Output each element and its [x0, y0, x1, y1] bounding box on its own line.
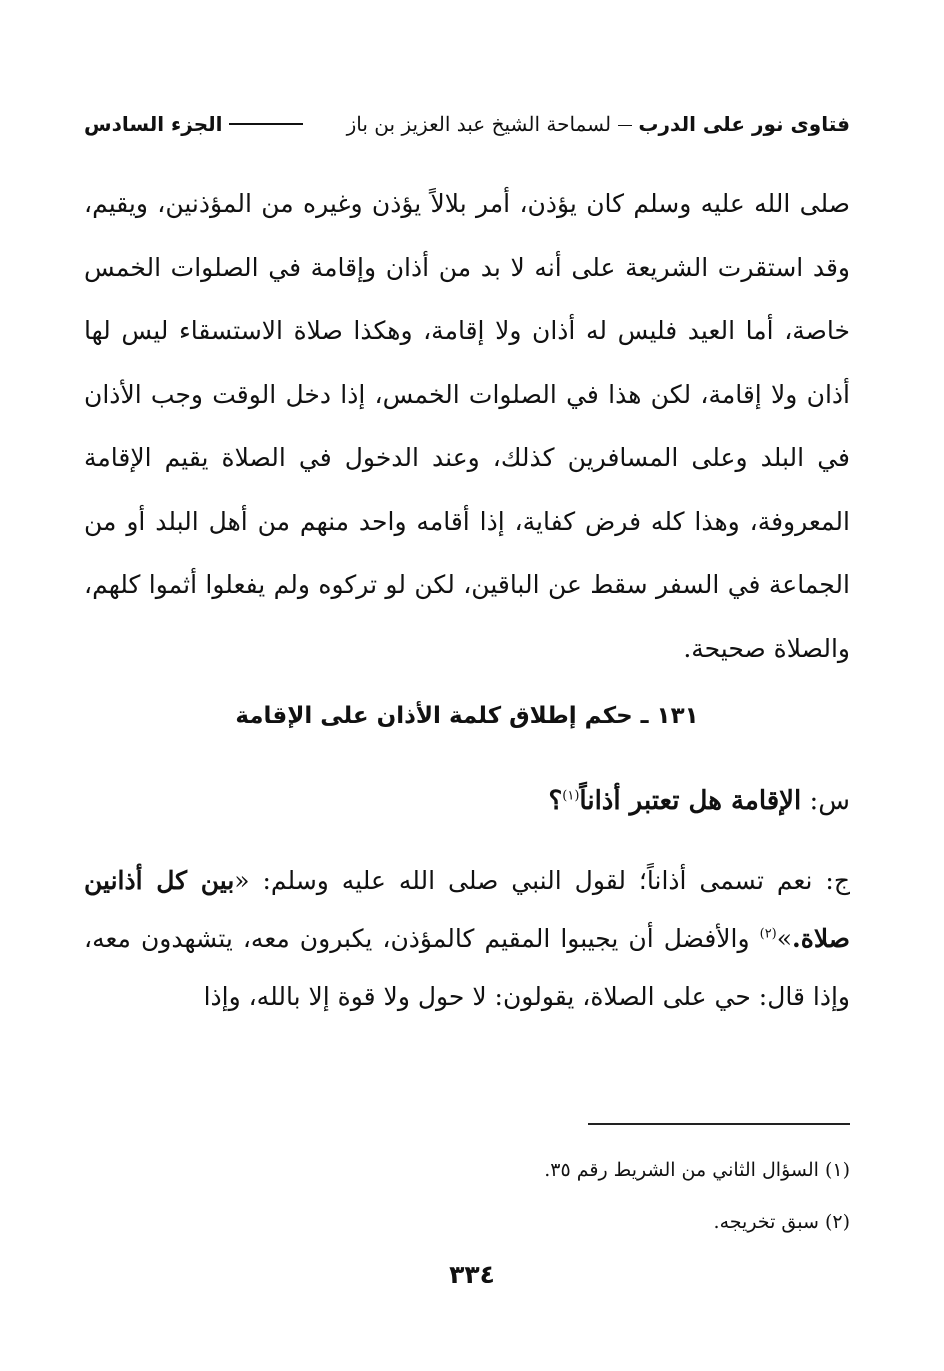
footnotes — [84, 1144, 850, 1248]
footnote-ref-2[interactable]: (٢) — [759, 926, 777, 942]
footnote-divider — [588, 1123, 850, 1125]
header-title-group — [347, 112, 850, 136]
volume-label: الجزء السادس — [84, 112, 223, 136]
question-prefix: س: — [801, 786, 850, 816]
footnote-2: (٢) سبق تخريجه. — [713, 1211, 850, 1233]
question-mark: ؟ — [548, 786, 563, 816]
running-header — [84, 104, 850, 144]
hadith-quote: بين كل أذانين صلاة. — [84, 866, 850, 953]
answer-prefix: ج: نعم تسمى أذاناً؛ لقول النبي صلى الله عليه وسلم: « — [234, 866, 850, 895]
body-paragraph: صلى الله عليه وسلم كان يؤذن، أمر بلالاً يؤذن وغيره من المؤذنين، ويقيم، وقد استقرت الشريعة على أنه لا بد من أذان وإقامة في الصلوات الخمس خاصة، أما العيد فليس له أذان ولا إقامة، وهكذا صلاة الاستسقاء ليس لها أذان ولا إقامة، لكن هذا في الصلوات الخمس، إذا دخل الوقت وجب الأذان في البلد وعلى المسافرين كذلك، وعند الدخول في الصلاة يقيم الإقامة المعروفة، وهذا كله فرض كفاية، إذا أقامه واحد منهم من أهل البلد أو من الجماعة في السفر سقط عن الباقين، لكن لو تركوه ولم يفعلوا أثموا كلهم، والصلاة صحيحة. — [84, 189, 850, 663]
quote-close: » — [776, 924, 793, 953]
question — [84, 776, 850, 826]
header-separator-long — [229, 123, 303, 125]
header-volume-group — [84, 112, 303, 136]
footnote-1: (١) السؤال الثاني من الشريط رقم ٣٥. — [544, 1159, 850, 1181]
author-name: لسماحة الشيخ عبد العزيز بن باز — [346, 112, 612, 136]
question-text: الإقامة هل تعتبر أذاناً — [579, 786, 802, 816]
book-title: فتاوى نور على الدرب — [638, 112, 850, 136]
answer — [84, 852, 850, 1026]
header-separator — [618, 125, 632, 127]
page-number: ٣٣٤ — [449, 1260, 495, 1289]
section-heading: ١٣١ ـ حكم إطلاق كلمة الأذان على الإقامة — [235, 703, 699, 729]
body-paragraph-block — [84, 172, 850, 680]
footnote-ref-1[interactable]: (١) — [562, 788, 580, 804]
answer-rest: والأفضل أن يجيبوا المقيم كالمؤذن، يكبرون معه، يتشهدون معه، وإذا قال: حي على الصلاة، يقولون: لا حول ولا قوة إلا بالله، وإذا — [84, 924, 850, 1011]
